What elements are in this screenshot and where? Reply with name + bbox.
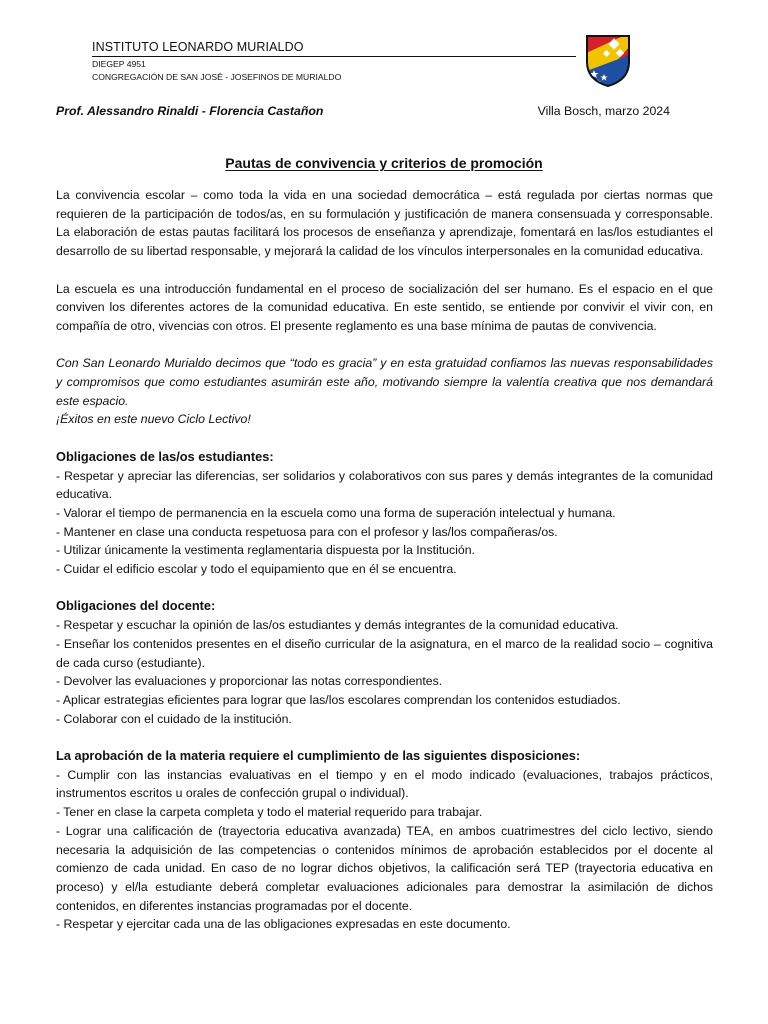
institution-code: DIEGEP 4951 [92, 59, 146, 69]
list-item: - Colaborar con el cuidado de la institución. [56, 711, 292, 726]
congregation-name: CONGREGACIÓN DE SAN JOSÉ - JOSEFINOS DE MURIALDO [92, 72, 342, 82]
list-item: - Devolver las evaluaciones y proporcionar las notas correspondientes. [56, 674, 443, 689]
list-item: - Lograr una calificación de (trayectoria educativa avanzada) TEA, en ambos cuatrimestres del ciclo lectivo, siendo necesaria la adquisición de las competencias o contenidos mínimos de aprobación establecidos por el docente al comienzo de cada unidad. En caso de no lograr dichos objetivos, la calificación será TEP (trayectoria educativa en proceso) y el/la estudiante deberá completar evaluaciones adicionales para demostrar la asimilación de dichos contenidos, en diferentes instancias programadas por el docente. [56, 823, 713, 913]
students-heading: Obligaciones de las/os estudiantes: [56, 448, 274, 464]
school-crest-icon [584, 32, 632, 88]
intro-paragraph-1: La convivencia escolar – como toda la vida en una sociedad democrática – está regulada por ciertas normas que requieren de la participación de todos/as, en su formulación y justificación de manera consensuada y corresponsable. La elaboración de estas pautas facilitará los procesos de enseñanza y aprendizaje, fomentará en las/los estudiantes el desarrollo de su libertad responsable, y mejorará la calidad de los vínculos interpersonales en la comunidad educativa. [56, 188, 713, 259]
list-item: - Aplicar estrategias eficientes para lograr que las/los escolares comprendan los contenidos estudiados. [56, 692, 621, 707]
document-title [0, 155, 768, 171]
letterhead [92, 40, 576, 83]
institution-name: INSTITUTO LEONARDO MURIALDO [92, 40, 576, 57]
list-item: - Valorar el tiempo de permanencia en la escuela como una forma de superación intelectual y humana. [56, 505, 616, 520]
professors-names: Prof. Alessandro Rinaldi - Florencia Castañon [56, 104, 324, 118]
quote-paragraph: Con San Leonardo Murialdo decimos que “todo es gracia” y en esta gratuidad confiamos las nuevas responsabilidades y compromisos que como estudiantes asumirán este año, motivando siempre la valentía creativa que nos demandará este espacio. [56, 356, 713, 408]
list-item: - Respetar y escuchar la opinión de las/os estudiantes y demás integrantes de la comunidad educativa. [56, 618, 619, 633]
list-item: - Mantener en clase una conducta respetuosa para con el profesor y las/los compañeras/os. [56, 524, 558, 539]
wish-line: ¡Éxitos en este nuevo Ciclo Lectivo! [56, 412, 251, 427]
document-title-text: Pautas de convivencia y criterios de promoción [225, 155, 543, 171]
teacher-list [56, 616, 713, 728]
list-item: - Cumplir con las instancias evaluativas en el tiempo y en el modo indicado (evaluaciones, trabajos prácticos, instrumentos escritos u orales de confección grupal o individual). [56, 767, 713, 801]
place-date: Villa Bosch, marzo 2024 [537, 104, 670, 118]
list-item: - Cuidar el edificio escolar y todo el equipamiento que en él se encuentra. [56, 562, 457, 577]
list-item: - Respetar y apreciar las diferencias, ser solidarios y colaborativos con sus pares y demás integrantes de la comunidad educativa. [56, 468, 713, 502]
students-list [56, 467, 713, 579]
approval-heading: La aprobación de la materia requiere el cumplimiento de las siguientes disposiciones: [56, 748, 581, 764]
list-item: - Utilizar únicamente la vestimenta reglamentaria dispuesta por la Institución. [56, 543, 475, 558]
document-body [56, 186, 713, 953]
list-item: - Enseñar los contenidos presentes en el diseño curricular de la asignatura, en el marco de la realidad socio – cognitiva de cada curso (estudiante). [56, 636, 713, 670]
intro-paragraph-2: La escuela es una introducción fundamental en el proceso de socialización del ser humano. Es el espacio en el que conviven los diferentes actores de la comunidad educativa. En este sentido, se entiende por convivir el vivir con, en compañía de otro, vivencias con otros. El presente reglamento es una base mínima de pautas de convivencia. [56, 281, 713, 333]
author-row [56, 104, 670, 118]
teacher-heading: Obligaciones del docente: [56, 598, 216, 614]
approval-list [56, 766, 713, 934]
list-item: - Tener en clase la carpeta completa y todo el material requerido para trabajar. [56, 805, 483, 820]
list-item: - Respetar y ejercitar cada una de las obligaciones expresadas en este documento. [56, 917, 511, 932]
